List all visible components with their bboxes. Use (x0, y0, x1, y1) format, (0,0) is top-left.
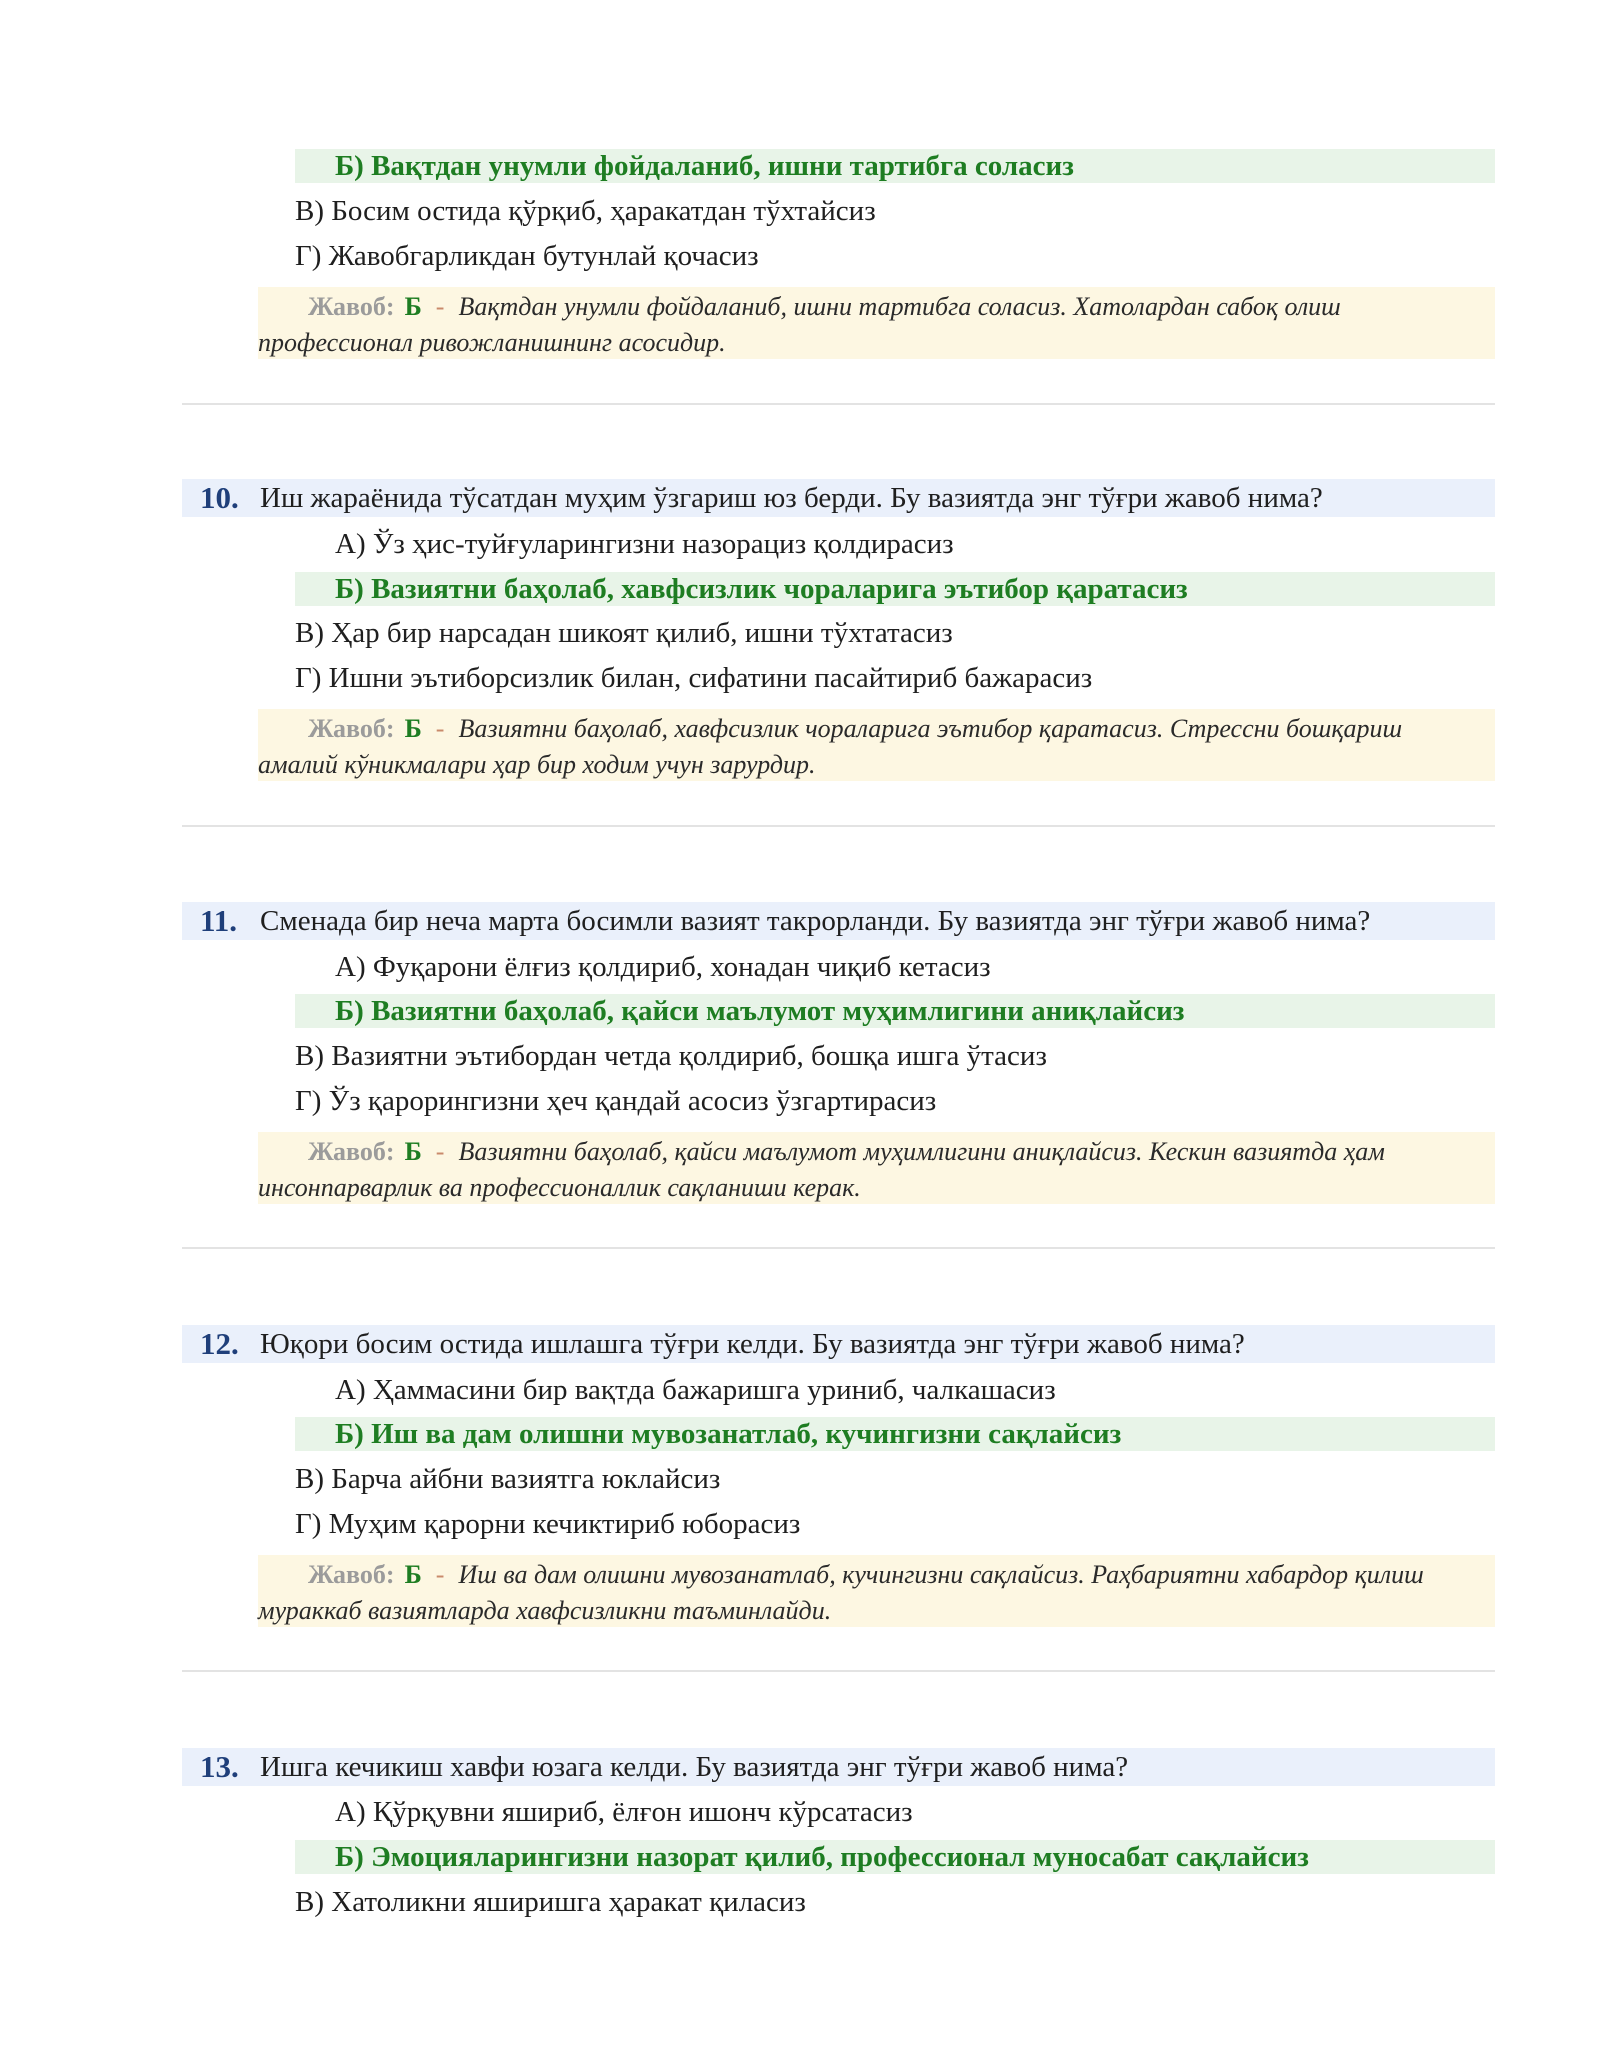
answer-explanation: Вазиятни баҳолаб, хавфсизлик чораларига эътибор қаратасиз. Стрессни бошқариш амалий кўникмалари ҳар бир ходим учун зарурдир. (258, 714, 1403, 779)
divider (182, 1670, 1495, 1672)
option: В) Ҳар бир нарсадан шикоят қилиб, ишни тўхтатасиз (295, 617, 953, 649)
question-number: 11. (200, 903, 238, 938)
option: А) Ўз ҳис-туйғуларингизни назорациз қолдирасиз (335, 528, 954, 560)
answer-letter: Б (404, 1137, 422, 1166)
question-text: Сменада бир неча марта босимли вазият такрорланди. Бу вазиятда энг тўғри жавоб нима? (260, 905, 1371, 937)
answer-label: Жавоб: (308, 714, 395, 743)
divider (182, 825, 1495, 827)
option: А) Ҳаммасини бир вақтда бажаришга уриниб, чалкашасиз (335, 1374, 1056, 1406)
answer-dash: - (435, 292, 445, 321)
question-text: Ишга кечикиш хавфи юзага келди. Бу вазиятда энг тўғри жавоб нима? (260, 1751, 1129, 1783)
question-number: 13. (200, 1749, 239, 1784)
answer-explanation: Иш ва дам олишни мувозанатлаб, кучингизни сақлайсиз. Раҳбариятни хабардор қилиш мураккаб вазиятларда хавфсизликни таъминлайди. (258, 1560, 1424, 1625)
divider (182, 403, 1495, 405)
option-correct: Б) Вақтдан унумли фойдаланиб, ишни тартибга соласиз (295, 149, 1495, 183)
answer-box (258, 1555, 1495, 1627)
answer-letter: Б (404, 714, 422, 743)
option: А) Фуқарони ёлғиз қолдириб, хонадан чиқиб кетасиз (335, 951, 991, 983)
question-row (182, 1325, 1495, 1363)
question-number: 12. (200, 1326, 239, 1361)
option-correct: Б) Эмоцияларингизни назорат қилиб, профессионал муносабат сақлайсиз (295, 1840, 1495, 1874)
answer-box (258, 1132, 1495, 1204)
option: Г) Ўз қарорингизни ҳеч қандай асосиз ўзгартирасиз (295, 1085, 937, 1117)
answer-label: Жавоб: (308, 292, 395, 321)
answer-dash: - (435, 1137, 445, 1166)
answer-letter: Б (404, 292, 422, 321)
answer-dash: - (435, 714, 445, 743)
divider (182, 1247, 1495, 1249)
option: Г) Жавобгарликдан бутунлай қочасиз (295, 240, 759, 272)
answer-box (258, 287, 1495, 359)
option: В) Вазиятни эътибордан четда қолдириб, бошқа ишга ўтасиз (295, 1040, 1047, 1072)
option-correct: Б) Иш ва дам олишни мувозанатлаб, кучингизни сақлайсиз (295, 1417, 1495, 1451)
option: Г) Ишни эътиборсизлик билан, сифатини пасайтириб бажарасиз (295, 662, 1093, 694)
option: Г) Муҳим қарорни кечиктириб юборасиз (295, 1508, 801, 1540)
answer-label: Жавоб: (308, 1560, 395, 1589)
option: А) Қўрқувни яшириб, ёлғон ишонч кўрсатасиз (335, 1796, 913, 1828)
answer-label: Жавоб: (308, 1137, 395, 1166)
question-text: Юқори босим остида ишлашга тўғри келди. Бу вазиятда энг тўғри жавоб нима? (260, 1328, 1245, 1360)
question-number: 10. (200, 480, 239, 515)
answer-letter: Б (404, 1560, 422, 1589)
question-row (182, 902, 1495, 940)
question-text: Иш жараёнида тўсатдан муҳим ўзгариш юз берди. Бу вазиятда энг тўғри жавоб нима? (260, 482, 1323, 514)
answer-explanation: Вақтдан унумли фойдаланиб, ишни тартибга соласиз. Хатолардан сабоқ олиш профессионал ривожланишнинг асосидир. (258, 292, 1341, 357)
option-correct: Б) Вазиятни баҳолаб, хавфсизлик чораларига эътибор қаратасиз (295, 572, 1495, 606)
question-row (182, 479, 1495, 517)
option: В) Хатоликни яширишга ҳаракат қиласиз (295, 1886, 806, 1918)
option-correct: Б) Вазиятни баҳолаб, қайси маълумот муҳимлигини аниқлайсиз (295, 994, 1495, 1028)
option: В) Барча айбни вазиятга юклайсиз (295, 1463, 721, 1495)
answer-explanation: Вазиятни баҳолаб, қайси маълумот муҳимлигини аниқлайсиз. Кескин вазиятда ҳам инсонпарварлик ва профессионаллик сақланиши керак. (258, 1137, 1385, 1202)
option: В) Босим остида қўрқиб, ҳаракатдан тўхтайсиз (295, 195, 876, 227)
answer-box (258, 709, 1495, 781)
answer-dash: - (435, 1560, 445, 1589)
question-row (182, 1748, 1495, 1786)
